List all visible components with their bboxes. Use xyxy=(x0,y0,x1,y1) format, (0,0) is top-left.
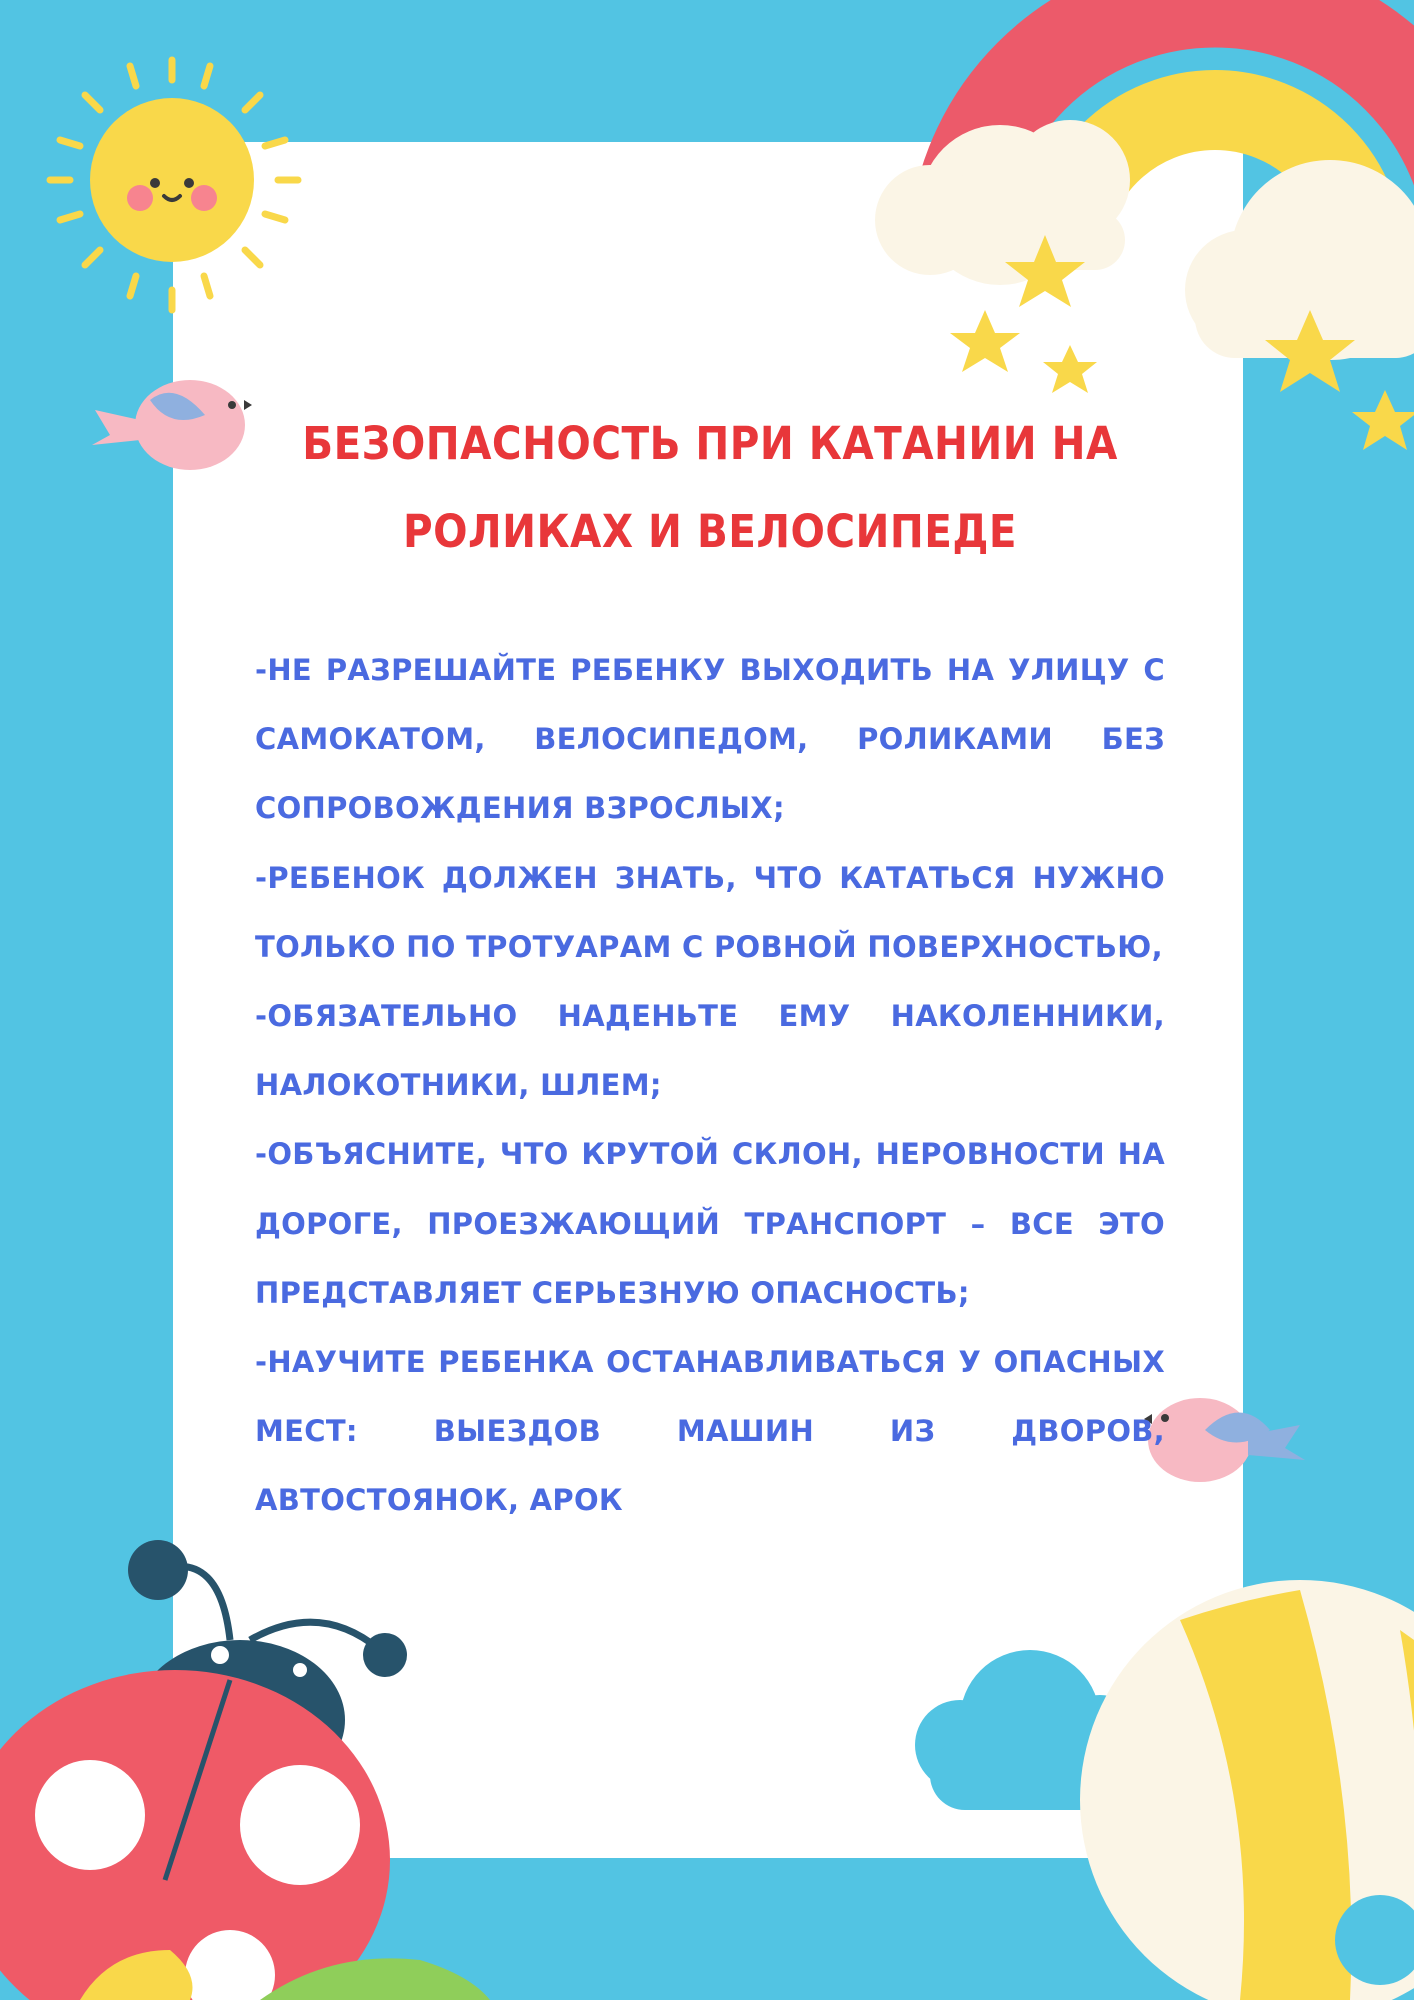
tip-paragraph: -ОБЪЯСНИТЕ, ЧТО КРУТОЙ СКЛОН, НЕРОВНОСТИ НА ДОРОГЕ, ПРОЕЗЖАЮЩИЙ ТРАНСПОРТ – ВСЕ ЭТО ПРЕДСТАВЛЯЕТ СЕРЬЕЗНУЮ ОПАСНОСТЬ; xyxy=(255,1137,1165,1310)
safety-tips xyxy=(255,636,1165,1536)
tip-paragraph: -ОБЯЗАТЕЛЬНО НАДЕНЬТЕ ЕМУ НАКОЛЕННИКИ, НАЛОКОТНИКИ, ШЛЕМ; xyxy=(255,999,1165,1103)
tip-paragraph: -РЕБЕНОК ДОЛЖЕН ЗНАТЬ, ЧТО КАТАТЬСЯ НУЖНО ТОЛЬКО ПО ТРОТУАРАМ С РОВНОЙ ПОВЕРХНОСТЬЮ, xyxy=(255,860,1165,964)
tip-paragraph: -НАУЧИТЕ РЕБЕНКА ОСТАНАВЛИВАТЬСЯ У ОПАСНЫХ МЕСТ: ВЫЕЗДОВ МАШИН ИЗ ДВОРОВ, АВТОСТОЯНОК, АРОК xyxy=(255,1345,1165,1518)
page-title: БЕЗОПАСНОСТЬ ПРИ КАТАНИИ НА РОЛИКАХ И ВЕЛОСИПЕДЕ xyxy=(302,417,1118,558)
tip-paragraph: -НЕ РАЗРЕШАЙТЕ РЕБЕНКУ ВЫХОДИТЬ НА УЛИЦУ С САМОКАТОМ, ВЕЛОСИПЕДОМ, РОЛИКАМИ БЕЗ СОПРОВОЖДЕНИЯ ВЗРОСЛЫХ; xyxy=(255,653,1165,826)
